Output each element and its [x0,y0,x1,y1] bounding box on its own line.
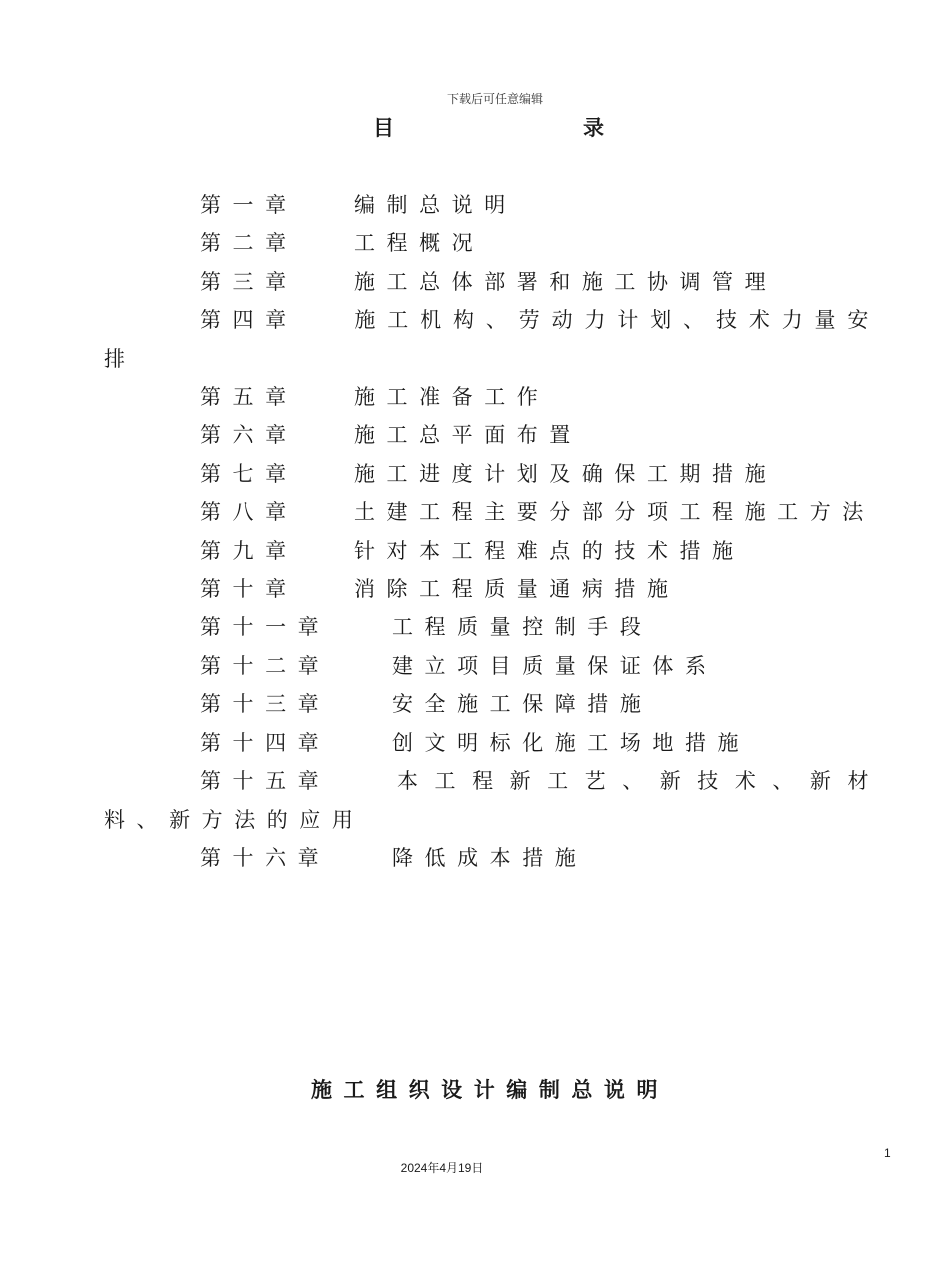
toc-chapter-number: 第十章 [200,577,298,602]
toc-entry [104,762,880,839]
toc-chapter-title: 施工总体部署和施工协调管理 [354,269,778,294]
toc-entry [104,263,880,301]
toc-chapter-title: 土建工程主要分部分项工程施工方法 [354,500,875,525]
toc-chapter-number: 第三章 [200,269,298,294]
footer-date: 2024年4月19日 [400,1161,484,1175]
toc-chapter-number: 第九章 [200,538,298,563]
page-number: 1 [884,1146,891,1160]
toc-chapter-number: 第十一章 [200,615,331,640]
toc-entry [104,647,880,685]
toc-chapter-number: 第二章 [200,231,298,256]
toc-chapter-number: 第十二章 [200,653,331,678]
toc-chapter-number: 第六章 [200,423,298,448]
toc-title [0,112,950,142]
toc-chapter-title: 针对本工程难点的技术措施 [354,538,745,563]
toc-chapter-title: 创文明标化施工场地措施 [392,730,751,755]
toc-entry [104,685,880,723]
toc-chapter-title: 建立项目质量保证体系 [392,653,718,678]
toc-chapter-number: 第十五章 [200,769,331,794]
toc-chapter-title: 编制总说明 [354,193,517,217]
toc-chapter-title: 降低成本措施 [392,845,588,870]
toc-chapter-number: 第十三章 [200,692,331,717]
toc-title-right: 录 [583,115,604,140]
toc-entry [104,378,880,416]
toc-chapter-title: 施工进度计划及确保工期措施 [354,461,778,486]
toc-chapter-number: 第七章 [200,461,298,486]
toc-chapter-number: 第五章 [200,385,298,410]
toc-entry [104,301,880,378]
toc-chapter-title: 安全施工保障措施 [392,692,653,717]
toc-chapter-title: 施工准备工作 [354,385,550,410]
toc-entry [104,224,880,262]
toc-entry [104,455,880,493]
toc-entry [104,532,880,570]
toc-entry [104,570,880,608]
toc-entry [104,839,880,877]
toc-chapter-number: 第八章 [200,500,298,525]
toc-entry [104,493,880,531]
toc-entry [104,416,880,454]
toc-chapter-number: 第一章 [200,193,298,217]
toc-chapter-title: 消除工程质量通病措施 [354,577,680,602]
header-note: 下载后可任意编辑 [446,92,543,106]
toc-title-left: 目 [373,115,394,140]
toc-entry [104,186,880,224]
toc-chapter-number: 第十六章 [200,845,331,870]
section-title: 施工组织设计编制总说明 [310,1077,670,1102]
toc-chapter-title: 工程质量控制手段 [392,615,653,640]
toc-chapter-title: 本工程新工艺、新技术、新材料、新方法的应用 [104,769,880,832]
toc-chapter-number: 第十四章 [200,730,331,755]
toc-chapter-number: 第四章 [200,308,298,333]
toc-entry [104,724,880,762]
toc-entry [104,608,880,646]
toc-chapter-title: 施工机构、劳动力计划、技术力量安排 [104,308,880,371]
table-of-contents [104,186,880,877]
toc-chapter-title: 施工总平面布置 [354,423,582,448]
toc-chapter-title: 工程概况 [354,231,485,256]
